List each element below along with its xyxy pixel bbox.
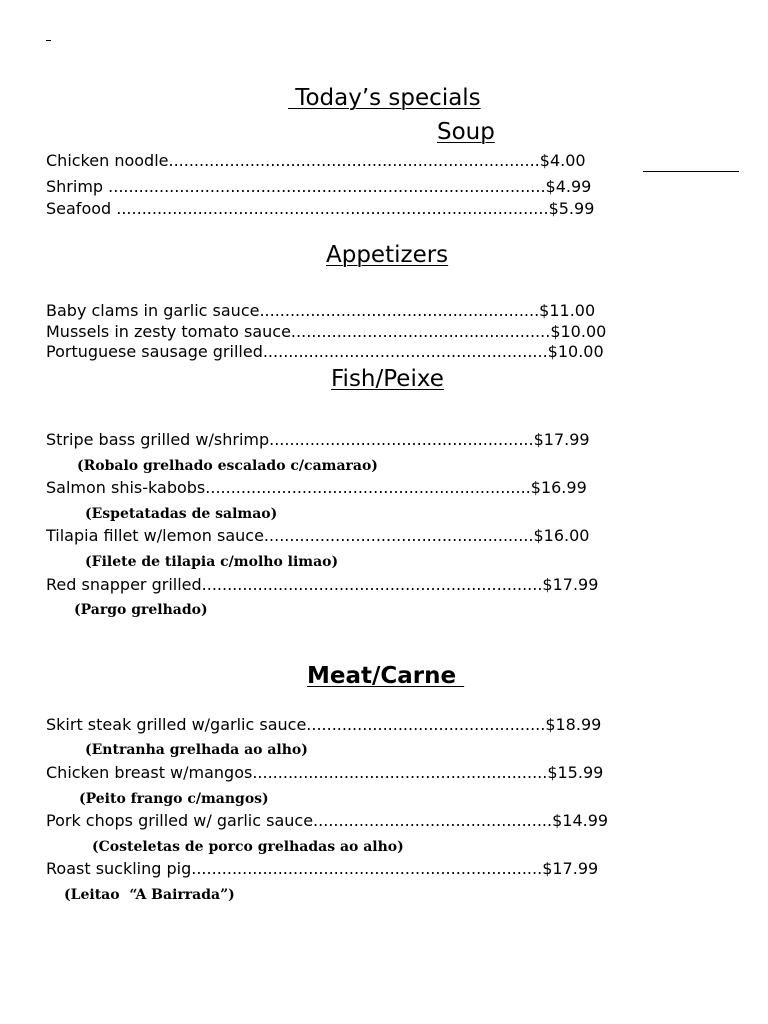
meat-heading: Meat/Carne — [307, 663, 465, 689]
fish-item-stripe-bass: Stripe bass grilled w/shrimp....................................................$17.99 — [46, 430, 590, 449]
soup-item-chicken-noodle: Chicken noodle.........................................................................$4.00 — [46, 151, 586, 170]
fish-item-tilapia-translation: (Filete de tilapia c/molho limao) — [85, 554, 339, 570]
fish-item-salmon: Salmon shis-kabobs................................................................$16.99 — [46, 478, 587, 497]
soup-item-shrimp: Shrimp ......................................................................................$4.99 — [46, 177, 592, 196]
page-marker — [46, 40, 51, 41]
soup-heading: Soup — [437, 119, 495, 145]
trailing-rule — [643, 171, 739, 172]
meat-item-pork-chops: Pork chops grilled w/ garlic sauce...............................................$14.99 — [46, 811, 609, 830]
meat-item-pork-chops-translation: (Costeletas de porco grelhadas ao alho) — [92, 839, 404, 855]
meat-item-suckling-pig-translation: (Leitao “A Bairrada”) — [64, 887, 235, 903]
fish-item-stripe-bass-translation: (Robalo grelhado escalado c/camarao) — [77, 458, 378, 474]
meat-item-skirt-steak-translation: (Entranha grelhada ao alho) — [85, 742, 308, 758]
fish-heading: Fish/Peixe — [331, 366, 444, 392]
meat-item-suckling-pig: Roast suckling pig.....................................................................$17.99 — [46, 859, 599, 878]
soup-item-seafood: Seafood .....................................................................................$5.99 — [46, 199, 595, 218]
meat-item-chicken-breast-translation: (Peito frango c/mangos) — [79, 791, 269, 807]
fish-item-salmon-translation: (Espetatadas de salmao) — [85, 506, 278, 522]
meat-item-chicken-breast: Chicken breast w/mangos..........................................................$15.99 — [46, 763, 604, 782]
page-title: Today’s specials — [288, 85, 481, 111]
fish-item-tilapia: Tilapia fillet w/lemon sauce.....................................................$16.00 — [46, 526, 590, 545]
meat-item-skirt-steak: Skirt steak grilled w/garlic sauce...............................................$18.99 — [46, 715, 602, 734]
fish-item-red-snapper: Red snapper grilled...................................................................$17.99 — [46, 575, 599, 594]
appetizers-heading: Appetizers — [326, 242, 449, 268]
appetizer-item-baby-clams: Baby clams in garlic sauce.......................................................$11.00 — [46, 301, 596, 320]
appetizer-item-mussels: Mussels in zesty tomato sauce...................................................$10.00 — [46, 322, 607, 341]
fish-item-red-snapper-translation: (Pargo grelhado) — [74, 602, 208, 618]
appetizer-item-sausage: Portuguese sausage grilled........................................................$10.00 — [46, 342, 604, 361]
